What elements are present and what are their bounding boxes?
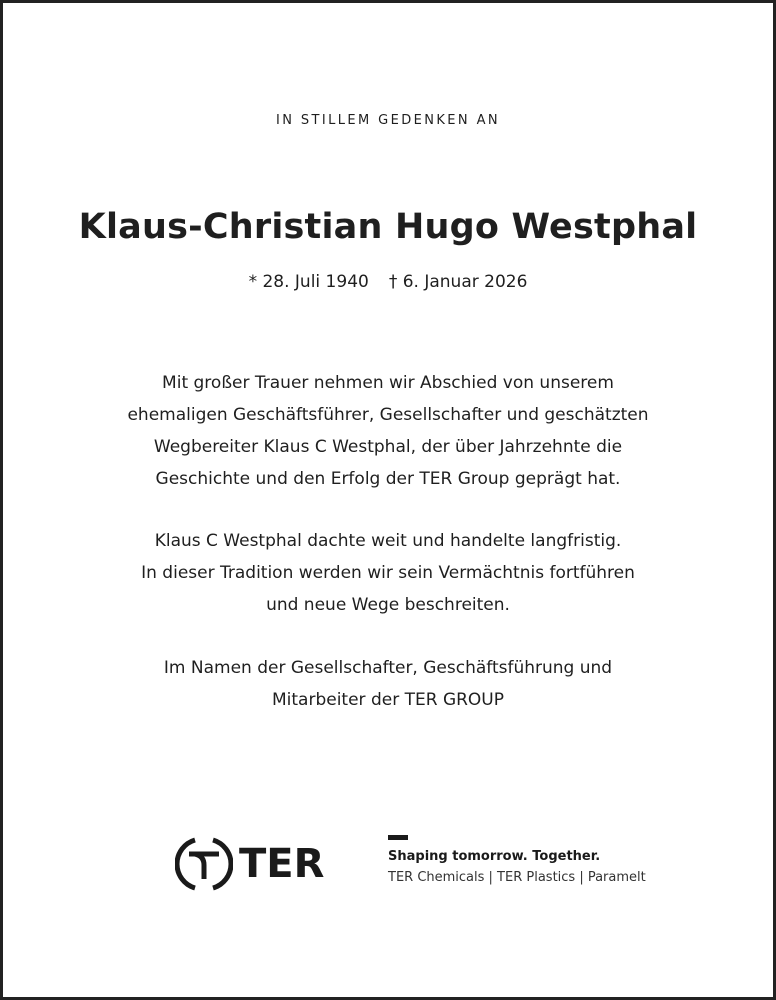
company-tagline: [388, 835, 646, 885]
birth-date: * 28. Juli 1940: [248, 272, 369, 292]
life-dates: [3, 272, 773, 292]
deceased-name: Klaus-Christian Hugo Westphal: [78, 207, 698, 247]
slogan: Shaping tomorrow. Together.: [388, 849, 601, 864]
brand-list: TER Chemicals | TER Plastics | Paramelt: [388, 870, 646, 885]
line: Mitarbeiter der TER GROUP: [272, 690, 504, 710]
kicker: IN STILLEM GEDENKEN AN: [275, 113, 500, 128]
line: Geschichte und den Erfolg der TER Group geprägt hat.: [155, 469, 621, 489]
line: Klaus C Westphal dachte weit und handelte langfristig.: [154, 531, 622, 551]
ter-logo: [175, 835, 324, 893]
line: In dieser Tradition werden wir sein Vermächtnis fortführen: [141, 563, 635, 583]
line: Mit großer Trauer nehmen wir Abschied von unserem: [162, 373, 614, 393]
logo-wordmark: TER: [239, 841, 325, 887]
paragraph-1: [3, 367, 773, 495]
line: Wegbereiter Klaus C Westphal, der über Jahrzehnte die: [153, 437, 623, 457]
paragraph-2: [3, 525, 773, 621]
line: ehemaligen Geschäftsführer, Gesellschafter und geschätzten: [127, 405, 649, 425]
accent-bar: [388, 835, 408, 840]
signature-paragraph: [3, 652, 773, 716]
line: und neue Wege beschreiten.: [266, 595, 510, 615]
death-date: † 6. Januar 2026: [388, 272, 528, 292]
ter-emblem-icon: [175, 835, 233, 893]
line: Im Namen der Gesellschafter, Geschäftsführung und: [163, 658, 613, 678]
